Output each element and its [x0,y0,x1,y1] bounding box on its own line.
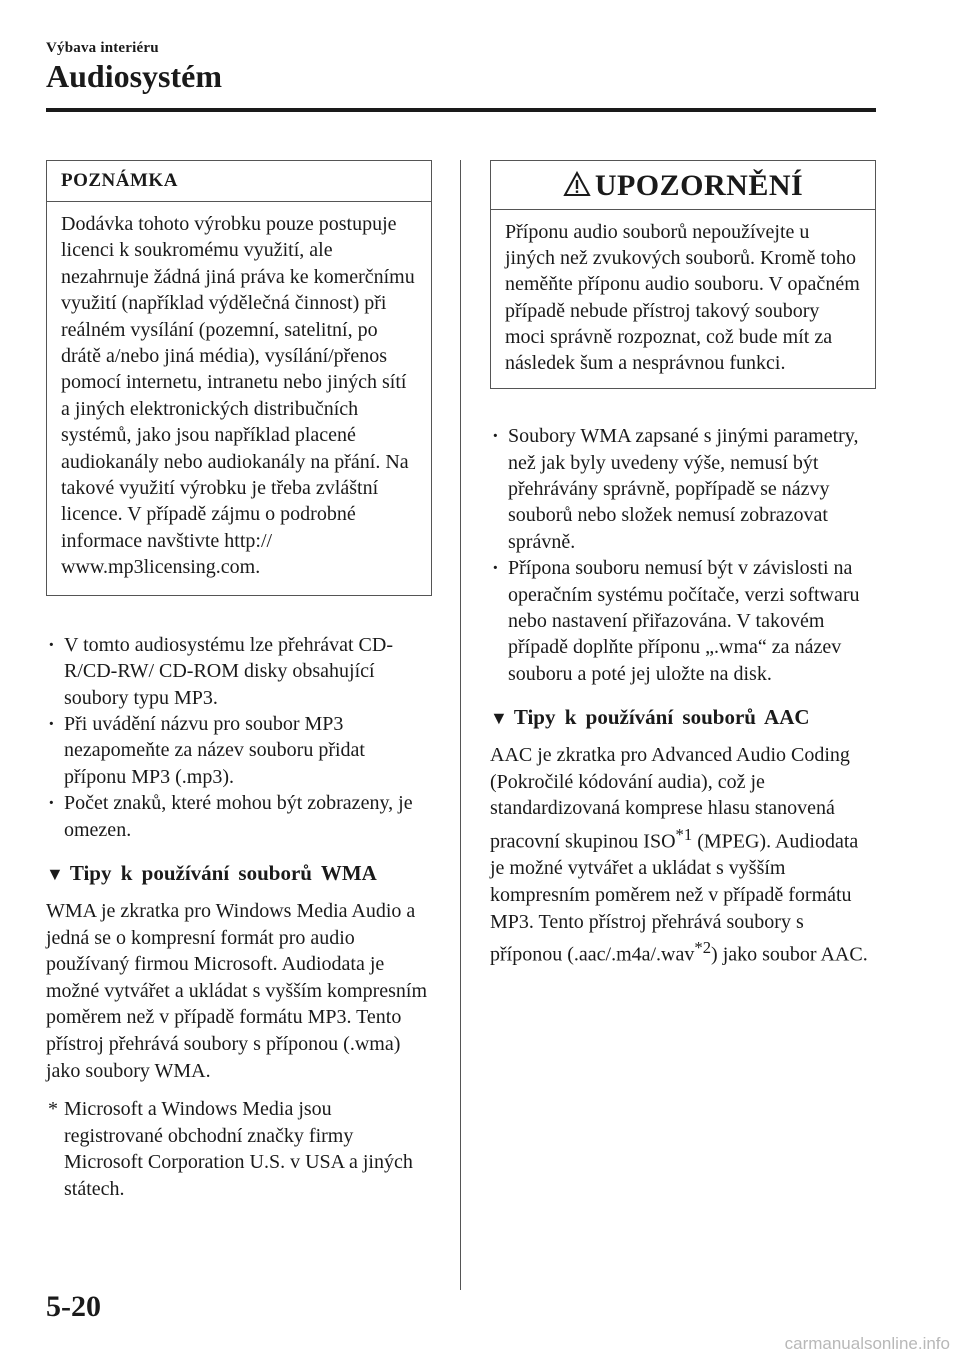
header-rule [46,108,876,112]
aac-paragraph [490,742,876,968]
section-label: Výbava interiéru [46,40,159,56]
footnote-ref: *2 [694,938,712,958]
wma-paragraph: WMA je zkratka pro Windows Media Audio a jedná se o kompresní formát pro audio používaný firmou Microsoft. Audiodata je možné vytvářet a ukládat s vyšším kompresním poměrem než v případě formátu MP3. Tento přístroj přehrává soubory s příponou (.wma) jako soubory WMA. [46,899,428,1082]
note-text: Dodávka tohoto výrobku pouze postupuje licenci k soukromému využití, ale nezahrnuje žádná jiná práva ke komerčnímu využití (například výdělečná činnost) při reálném vysílání (pozemní, satelitní, po drátě a/nebo jiná média), vysílání/přenos pomocí internetu, intranetu nebo jiných sítí a jiných elektronických distribučních systémů, jako jsou například placené audiokanály nebo audiokanály na přání. Na takové využití výrobku je třeba zvláštní licence. V případě zájmu o podrobné informace navštivte http:// www.mp3licensing.com. [61,213,415,579]
wma-footnote [46,1096,432,1202]
note-heading: POZNÁMKA [47,161,431,202]
warning-triangle-icon [563,171,591,197]
list-item: · V tomto audiosystému lze přehrávat CD-R/CD-RW/ CD-ROM disky obsahující soubory typu MP3. [46,632,432,711]
note-box [46,160,432,596]
list-item: · Přípona souboru nemusí být v závislosti na operačním systému počítače, verzi softwaru nebo nastavení přiřazována. V takovém případě doplňte příponu „.wma“ za název souboru a poté jej uložte na disk. [490,555,876,687]
chapter-title: Audiosystém [46,58,223,94]
left-bullet-list [46,632,432,843]
warning-box [490,160,876,389]
list-item: · Počet znaků, které mohou být zobrazeny, je omezen. [46,790,432,843]
list-item: · Soubory WMA zapsané s jinými parametry, než jak byly uvedeny výše, nemusí být přehrávány správně, popřípadě se názvy souborů nebo složek nemusí zobrazovat správně. [490,423,876,555]
asterisk-icon: * [48,1098,58,1121]
footnote-ref: *1 [675,825,693,845]
aac-text-part: ) jako soubor AAC. [711,943,868,966]
warning-heading [491,161,875,210]
aac-text-part: AAC je zkratka pro Advanced Audio Coding (Pokročilé kódování audia), což je standardizovaná komprese hlasu stanovená pracovní skupinou ISO [490,744,850,853]
column-divider [460,160,461,1290]
warning-heading-text: UPOZORNĚNÍ [594,169,804,202]
page-header [46,40,876,94]
aac-heading-text: Tipy k používání souborů AAC [513,705,810,730]
right-column [490,160,876,968]
aac-text-part: (MPEG). Audiodata je možné vytvářet a ukládat s vyšším kompresním poměrem než v případě formátu MP3. Tento přístroj přehrává soubory s příponou (.aac/.m4a/.wav [490,830,859,966]
wma-heading [46,861,432,886]
aac-heading [490,705,876,730]
left-column [46,160,432,1202]
list-item: · Při uvádění názvu pro soubor MP3 nezapomeňte za název souboru přidat příponu MP3 (.mp3). [46,711,432,790]
triangle-marker-icon: ▼ [490,708,508,729]
warning-text: Příponu audio souborů nepoužívejte u jiných než zvukových souborů. Kromě toho neměňte příponu audio souboru. V opačném případě nebude přístroj takový soubory moci správně rozpoznat, což bude mít za následek šum a nesprávnou funkci. [505,221,860,375]
watermark: carmanualsonline.info [784,1334,950,1353]
triangle-marker-icon: ▼ [46,863,64,884]
right-bullet-list [490,423,876,687]
wma-footnote-text: Microsoft a Windows Media jsou registrované obchodní značky firmy Microsoft Corporation U.S. v USA a jiných státech. [64,1098,413,1200]
page-number: 5-20 [46,1290,101,1323]
wma-heading-text: Tipy k používání souborů WMA [69,860,377,885]
